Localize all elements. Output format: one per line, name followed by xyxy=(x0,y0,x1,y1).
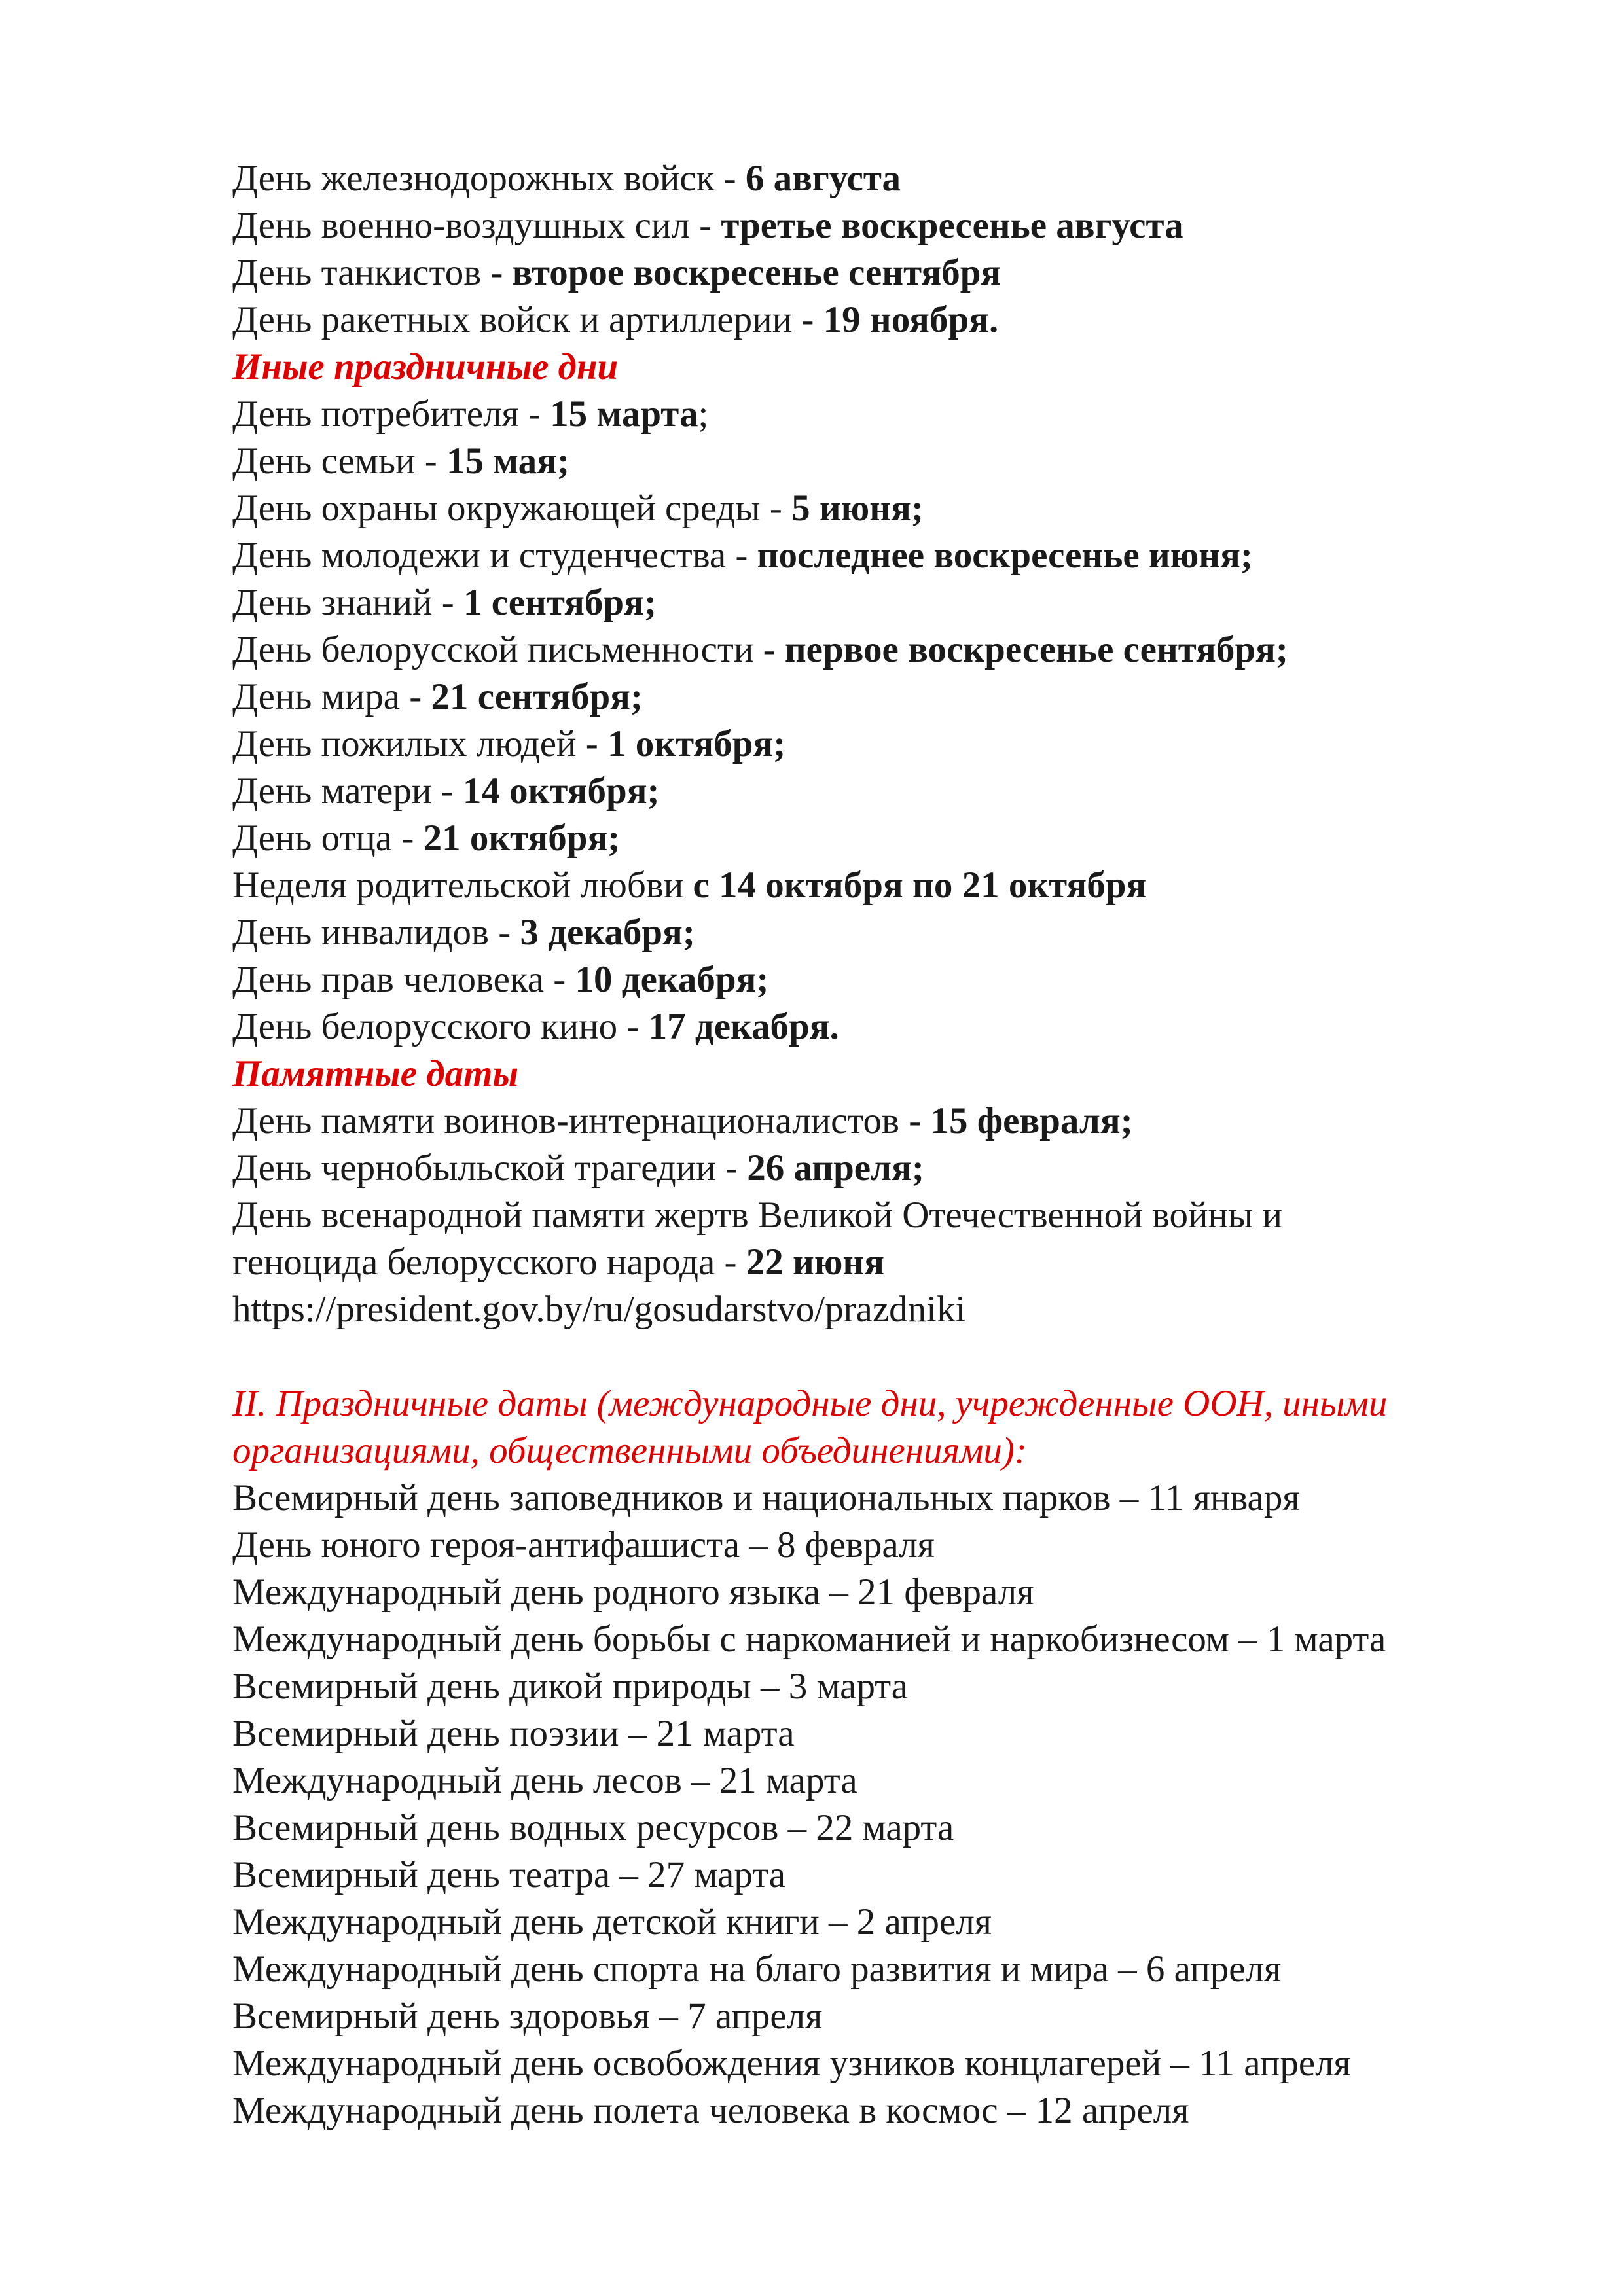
memorial-dates-list xyxy=(232,1098,1574,1286)
list-item: День молодежи и студенчества - последнее воскресенье июня; xyxy=(232,535,1253,576)
spacer xyxy=(232,1333,1574,1380)
source-link[interactable]: https://president.gov.by/ru/gosudarstvo/prazdniki xyxy=(232,1289,966,1330)
list-item: День танкистов - второе воскресенье сентября xyxy=(232,252,1001,293)
list-item: Международный день полета человека в космос – 12 апреля xyxy=(232,2090,1189,2131)
list-item: Международный день лесов – 21 марта xyxy=(232,1760,857,1801)
list-item: День юного героя-антифашиста – 8 февраля xyxy=(232,1524,935,1566)
list-item: День инвалидов - 3 декабря; xyxy=(232,912,695,953)
international-days-list xyxy=(232,1475,1574,2134)
list-item: День матери - 14 октября; xyxy=(232,770,660,812)
list-item: День памяти воинов-интернационалистов - 15 февраля; xyxy=(232,1100,1133,1141)
list-item: геноцида белорусского народа - 22 июня xyxy=(232,1242,885,1283)
list-item: День мира - 21 сентября; xyxy=(232,676,643,717)
section-2-heading-line-1: II. Праздничные даты (международные дни, учрежденные ООН, иными xyxy=(232,1383,1388,1424)
list-item: Неделя родительской любви с 14 октября по 21 октября xyxy=(232,865,1147,906)
military-days-list xyxy=(232,155,1574,344)
list-item: День всенародной памяти жертв Великой Отечественной войны и xyxy=(232,1194,1283,1236)
list-item: Всемирный день поэзии – 21 марта xyxy=(232,1713,795,1754)
list-item: Всемирный день водных ресурсов – 22 марта xyxy=(232,1807,954,1848)
list-item: Международный день детской книги – 2 апреля xyxy=(232,1901,992,1943)
list-item: День отца - 21 октября; xyxy=(232,817,621,859)
heading-memorial-dates: Памятные даты xyxy=(232,1053,518,1094)
list-item: День семьи - 15 мая; xyxy=(232,440,569,482)
heading-other-holidays: Иные праздничные дни xyxy=(232,346,619,387)
section-2-heading-line-2: организациями, общественными объединениями): xyxy=(232,1430,1027,1471)
list-item: Международный день борьбы с наркоманией и наркобизнесом – 1 марта xyxy=(232,1619,1386,1660)
list-item: День потребителя - 15 марта; xyxy=(232,393,709,435)
list-item: Всемирный день заповедников и национальных парков – 11 января xyxy=(232,1477,1300,1518)
list-item: Всемирный день дикой природы – 3 марта xyxy=(232,1666,909,1707)
document-body xyxy=(232,155,1574,2134)
list-item: День чернобыльской трагедии - 26 апреля; xyxy=(232,1147,924,1189)
list-item: День пожилых людей - 1 октября; xyxy=(232,723,786,764)
list-item: День белорусской письменности - первое воскресенье сентября; xyxy=(232,629,1288,670)
list-item: День железнодорожных войск - 6 августа xyxy=(232,158,901,199)
list-item: День знаний - 1 сентября; xyxy=(232,582,657,623)
list-item: Международный день освобождения узников концлагерей – 11 апреля xyxy=(232,2043,1351,2084)
list-item: День прав человека - 10 декабря; xyxy=(232,959,769,1000)
list-item: Международный день спорта на благо развития и мира – 6 апреля xyxy=(232,1948,1282,1990)
list-item: День охраны окружающей среды - 5 июня; xyxy=(232,488,924,529)
list-item: Международный день родного языка – 21 февраля xyxy=(232,1571,1034,1613)
list-item: День военно-воздушных сил - третье воскресенье августа xyxy=(232,205,1183,246)
list-item: День белорусского кино - 17 декабря. xyxy=(232,1006,839,1047)
other-holidays-list xyxy=(232,391,1574,1050)
list-item: День ракетных войск и артиллерии - 19 ноября. xyxy=(232,299,999,340)
list-item: Всемирный день театра – 27 марта xyxy=(232,1854,786,1895)
list-item: Всемирный день здоровья – 7 апреля xyxy=(232,1996,823,2037)
